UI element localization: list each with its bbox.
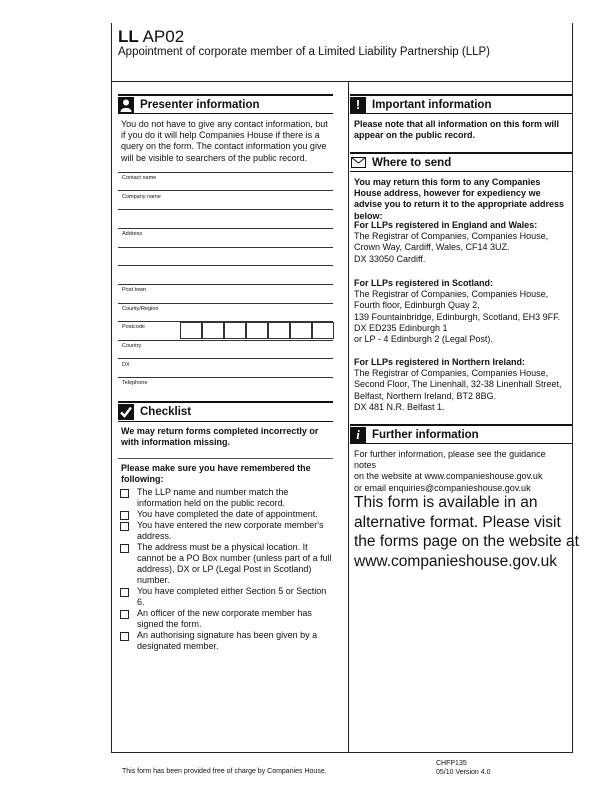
address-line: DX 481 N.R. Belfast 1.: [354, 401, 445, 412]
county-label: County/Region: [122, 306, 159, 312]
address-line: Crown Way, Cardiff, Wales, CF14 3UZ.: [354, 242, 510, 253]
address-line: DX ED235 Edinburgh 1: [354, 322, 448, 333]
checkbox[interactable]: [120, 544, 129, 553]
checklist-item[interactable]: [118, 487, 333, 509]
important-title: Important information: [372, 98, 492, 111]
form-code-number: AP02: [142, 27, 185, 46]
postcode-box[interactable]: [180, 322, 202, 339]
address-line: The Registrar of Companies, Companies House,: [354, 368, 549, 379]
header-divider: [111, 81, 573, 82]
address-heading: For LLPs registered in Scotland:: [354, 278, 494, 288]
country-label: Country: [122, 343, 142, 349]
telephone-field[interactable]: [118, 377, 333, 395]
envelope-icon: [350, 155, 366, 171]
checklist-item[interactable]: [118, 542, 333, 586]
where-section-header: [350, 152, 572, 172]
form-code-prefix: LL: [118, 27, 139, 46]
checklist-items: [118, 487, 333, 652]
address-heading: For LLPs registered in England and Wales:: [354, 220, 538, 230]
info-icon: i: [350, 427, 366, 443]
post-town-label: Post town: [122, 287, 147, 293]
checkbox[interactable]: [120, 522, 129, 531]
address-line: DX 33050 Cardiff.: [354, 253, 426, 264]
checklist-item[interactable]: [118, 520, 333, 542]
postcode-box[interactable]: [290, 322, 312, 339]
company-name-line2[interactable]: [118, 209, 333, 227]
checkbox[interactable]: [120, 588, 129, 597]
alt-format-note: This form is available in an alternative format. Please visit the forms page on the website at www.companieshouse.gov.uk: [354, 494, 579, 570]
telephone-label: Telephone: [122, 380, 148, 386]
checklist-item[interactable]: [118, 608, 333, 630]
important-section-header: [350, 94, 572, 114]
dx-field[interactable]: [118, 358, 333, 376]
address-label: Address: [122, 231, 143, 237]
further-line: on the website at www.companieshouse.gov.uk: [354, 471, 543, 482]
form-version: 05/10 Version 4.0: [436, 769, 491, 776]
important-text: Please note that all information on this form will appear on the public record.: [354, 119, 560, 141]
checklist-item-text: You have completed the date of appointment.: [137, 509, 318, 519]
checkmark-icon: [118, 404, 134, 420]
address-line: The Registrar of Companies, Companies House,: [354, 231, 549, 242]
person-icon: [118, 97, 134, 113]
checklist-divider: [118, 458, 333, 459]
further-text: [354, 449, 570, 494]
address-heading: For LLPs registered in Northern Ireland:: [354, 357, 526, 367]
address-line: or LP - 4 Edinburgh 2 (Legal Post).: [354, 334, 493, 345]
address-line2[interactable]: [118, 247, 333, 265]
address-line: Belfast, Northern Ireland, BT2 8BG.: [354, 390, 497, 401]
presenter-section-header: [118, 94, 333, 114]
checkbox[interactable]: [120, 511, 129, 520]
checklist-section-header: [118, 401, 333, 422]
checklist-item[interactable]: [118, 630, 333, 652]
checklist-item-text: You have completed either Section 5 or Section 6.: [137, 586, 327, 607]
post-town-field[interactable]: [118, 284, 333, 302]
address-line: Fourth floor, Edinburgh Quay 2,: [354, 300, 480, 311]
exclamation-icon: !: [350, 97, 366, 113]
address-block-england: [354, 220, 570, 265]
checklist-item[interactable]: [118, 586, 333, 608]
column-divider: [348, 81, 349, 753]
checklist-item-text: The address must be a physical location. It cannot be a PO Box number (unless part of a full address), DX or LP (Legal Post in Scotland) number.: [137, 542, 332, 585]
postcode-box[interactable]: [202, 322, 224, 339]
further-line: or email enquiries@companieshouse.gov.uk: [354, 482, 531, 493]
address-block-ni: [354, 357, 570, 413]
form-version-code: CHFP135: [436, 760, 467, 767]
footer-note: This form has been provided free of charge by Companies House.: [122, 768, 327, 775]
form-code: [118, 27, 184, 47]
postcode-box[interactable]: [224, 322, 246, 339]
checklist-warning: We may return forms completed incorrectly or with information missing.: [121, 426, 319, 448]
address-block-scotland: [354, 278, 570, 345]
address-line: The Registrar of Companies, Companies House,: [354, 289, 549, 300]
checklist-item-text: An officer of the new corporate member has signed the form.: [137, 608, 312, 629]
checklist-item-text: The LLP name and number match the information held on the public record.: [137, 487, 289, 508]
contact-name-label: Contact name: [122, 175, 157, 181]
postcode-box[interactable]: [268, 322, 290, 339]
checklist-item-text: You have entered the new corporate member's address.: [137, 520, 324, 541]
postcode-box[interactable]: [312, 322, 334, 339]
page-left-border: [111, 23, 112, 753]
checklist-item-text: An authorising signature has been given by a designated member.: [137, 630, 318, 651]
further-title: Further information: [372, 428, 479, 441]
checkbox[interactable]: [120, 632, 129, 641]
presenter-title: Presenter information: [140, 98, 260, 111]
footer-divider: [111, 752, 573, 753]
address-line: Second Floor, The Linenhall, 32-38 Linenhall Street,: [354, 379, 562, 390]
page-right-border: [572, 23, 573, 753]
checkbox[interactable]: [120, 610, 129, 619]
dx-label: DX: [122, 362, 130, 368]
form-title: Appointment of corporate member of a Limited Liability Partnership (LLP): [118, 46, 491, 58]
checklist-title: Checklist: [140, 406, 192, 418]
further-line: For further information, please see the guidance notes: [354, 449, 546, 471]
company-name-label: Company name: [122, 194, 161, 200]
where-intro: You may return this form to any Companies House address, however for expediency we advise you to return it to the appropriate address below:: [354, 177, 565, 221]
where-title: Where to send: [372, 156, 452, 169]
checklist-item[interactable]: [118, 509, 333, 520]
country-field[interactable]: [118, 340, 333, 358]
address-field[interactable]: [118, 228, 333, 246]
checklist-reminder: Please make sure you have remembered the following:: [121, 463, 311, 485]
address-line: 139 Fountainbridge, Edinburgh, Scotland, EH3 9FF.: [354, 311, 561, 322]
further-section-header: [350, 424, 572, 444]
presenter-intro: You do not have to give any contact information, but if you do it will help Companies House if there is a query on the form. The contact information you give will be visible to searchers of the public record.: [121, 119, 328, 163]
postcode-boxes[interactable]: [180, 322, 334, 339]
address-line3[interactable]: [118, 265, 333, 283]
checkbox[interactable]: [120, 489, 129, 498]
postcode-label: Postcode: [122, 324, 145, 330]
postcode-box[interactable]: [246, 322, 268, 339]
